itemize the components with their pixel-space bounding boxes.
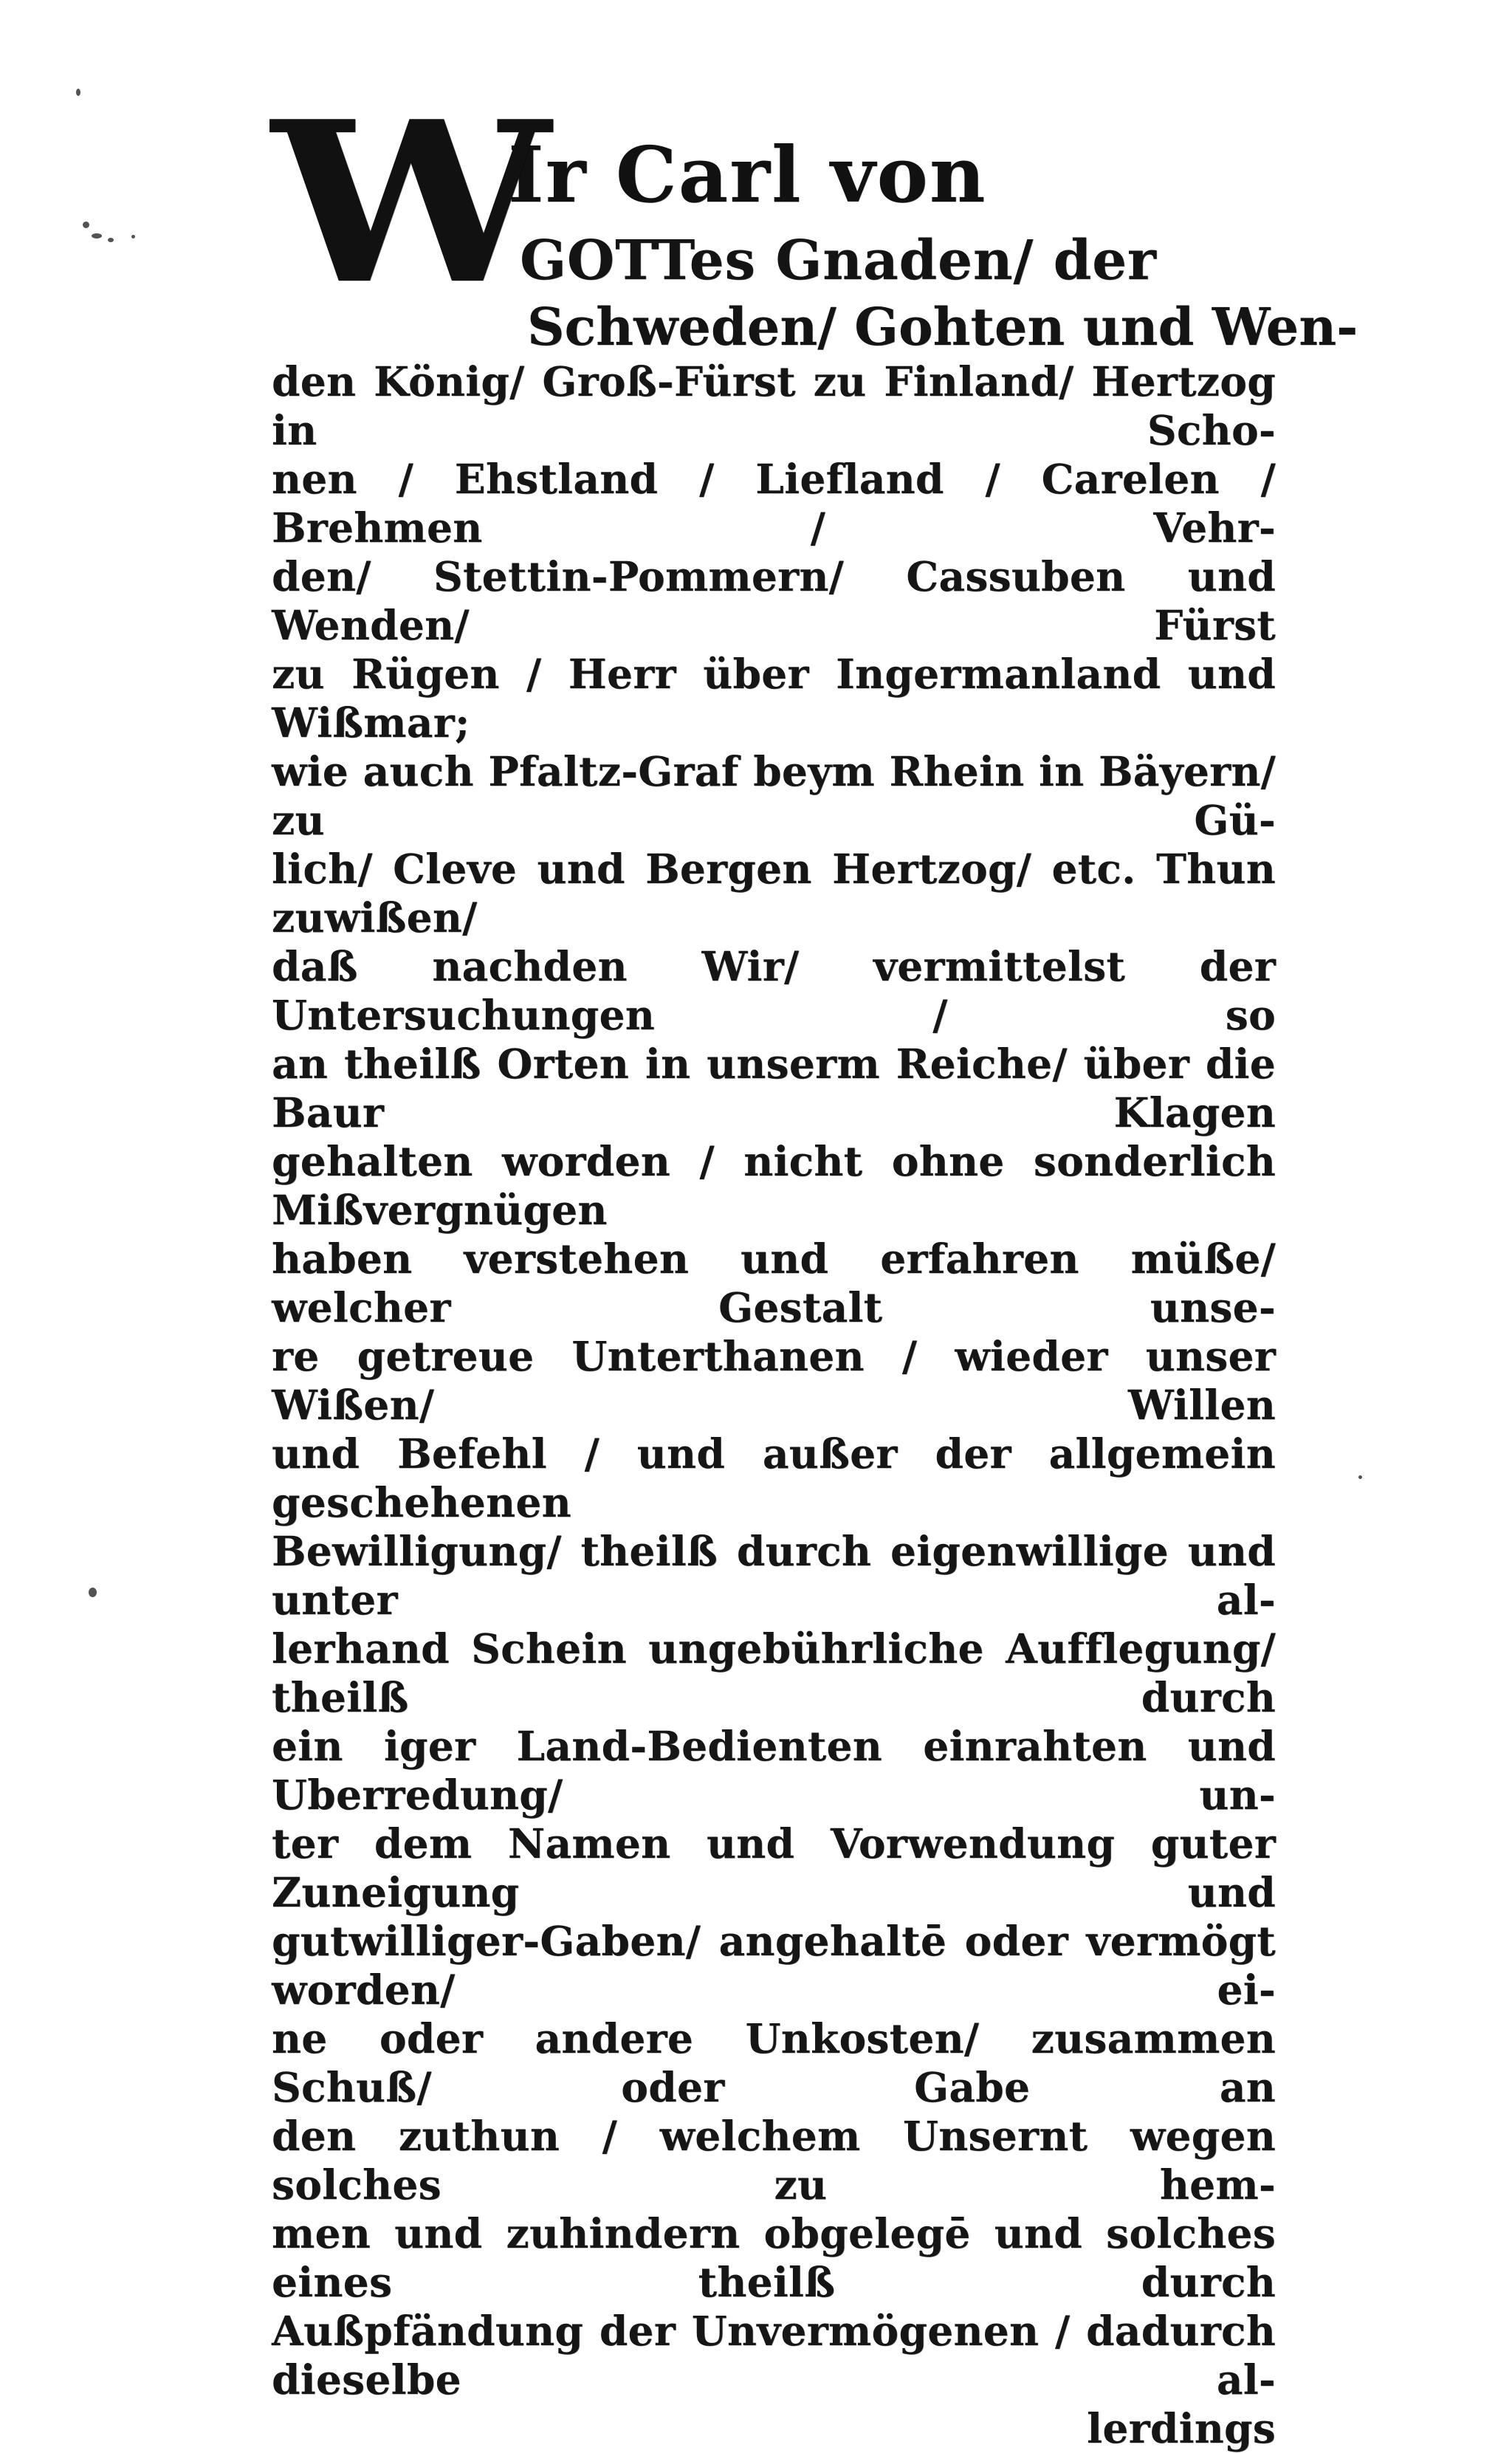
drop-cap-initial: W	[272, 72, 540, 333]
body-line: re getreue Unterthanen / wieder unser Wißen/ Willen	[272, 1332, 1276, 1429]
body-line: lerhand Schein ungebührliche Aufflegung/ theilß durch	[272, 1625, 1276, 1721]
heading-line-1: Ir Carl von	[508, 129, 987, 220]
body-line: daß nachden Wir/ vermittelst der Untersuchungen / so	[272, 942, 1276, 1039]
scan-speck	[1358, 1475, 1362, 1479]
body-line: an theilß Orten in unserm Reiche/ über die Baur Klagen	[272, 1040, 1276, 1136]
heading-line-2: GOTTes Gnaden/ der	[520, 229, 1157, 292]
body-line: men und zuhindern obgelegē und solches eines theilß durch	[272, 2209, 1276, 2306]
body-line: gutwilliger-Gaben/ angehaltē oder vermögt worden/ ei-	[272, 1917, 1276, 2014]
body-line: lich/ Cleve und Bergen Hertzog/ etc. Thun zuwißen/	[272, 845, 1276, 941]
body-line: ter dem Namen und Vorwendung guter Zuneigung und	[272, 1819, 1276, 1916]
body-line: gehalten worden / nicht ohne sonderlich Mißvergnügen	[272, 1137, 1276, 1234]
body-line: wie auch Pfaltz-Graf beym Rhein in Bäyern/ zu Gü-	[272, 747, 1276, 844]
body-line: Außpfändung der Unvermögenen / dadurch dieselbe al-	[272, 2307, 1276, 2404]
scan-speck	[76, 89, 80, 96]
body-line: und Befehl / und außer der allgemein geschehenen	[272, 1430, 1276, 1526]
document-heading	[272, 72, 1358, 357]
body-line: den/ Stettin-Pommern/ Cassuben und Wenden/ Fürst	[272, 552, 1276, 649]
heading-line-3: Schweden/ Gohten und Wen-	[527, 296, 1358, 357]
scan-speck	[89, 1588, 97, 1597]
body-line: nen / Ehstland / Liefland / Carelen / Brehmen / Vehr-	[272, 455, 1276, 552]
body-line: ein iger Land-Bedienten einrahten und Uberredung/ un-	[272, 1722, 1276, 1819]
scan-speck	[131, 235, 135, 239]
body-line: den zuthun / welchem Unsernt wegen solches zu hem-	[272, 2112, 1276, 2209]
document-text-block	[272, 72, 1358, 2453]
body-line: zu Rügen / Herr über Ingermanland und Wißmar;	[272, 650, 1276, 747]
body-line: ne oder andere Unkosten/ zusammen Schuß/ oder Gabe an	[272, 2014, 1276, 2111]
body-line: Bewilligung/ theilß durch eigenwillige und unter al-	[272, 1527, 1276, 1624]
catchword: lerdings	[1087, 2404, 1276, 2452]
body-line: haben verstehen und erfahren müße/ welcher Gestalt unse-	[272, 1235, 1276, 1331]
body-line: den König/ Groß-Fürst zu Finland/ Hertzog in Scho-	[272, 357, 1276, 454]
scan-speck	[83, 222, 89, 228]
scan-speck	[108, 238, 114, 242]
scan-speck	[92, 233, 102, 239]
document-body	[272, 357, 1276, 2404]
